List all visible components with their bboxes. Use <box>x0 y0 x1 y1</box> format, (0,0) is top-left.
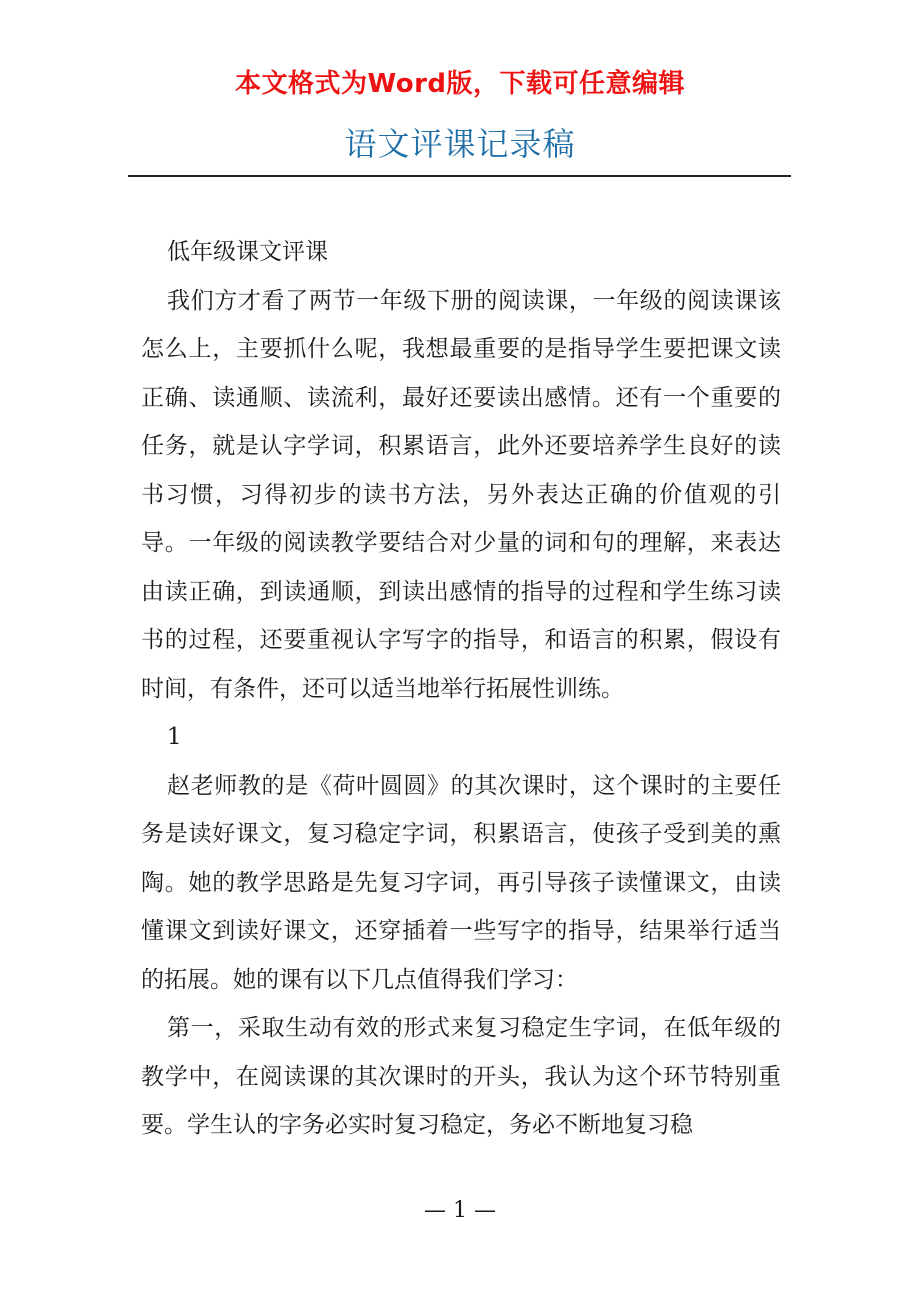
document-title: 语文评课记录稿 <box>344 125 576 163</box>
paragraph: 赵老师教的是《荷叶圆圆》的其次课时，这个课时的主要任务是读好课文，复习稳定字词，积累语言，使孩子受到美的熏陶。她的教学思路是先复习字词，再引导孩子读懂课文，由读懂课文到读好课文，还穿插着一些写字的指导，结果举行适当的拓展。她的课有以下几点值得我们学习： <box>141 772 781 993</box>
paragraph: 第一，采取生动有效的形式来复习稳定生字词，在低年级的教学中，在阅读课的其次课时的开头，我认为这个环节特别重要。学生认的字务必实时复习稳定，务必不断地复习稳 <box>141 1015 781 1138</box>
page-number: — 1 — <box>424 1198 496 1223</box>
document-body <box>141 228 781 1150</box>
title-divider <box>128 175 791 177</box>
section-heading: 低年级课文评课 <box>167 239 328 265</box>
section-number: 1 <box>167 724 182 750</box>
paragraph: 我们方才看了两节一年级下册的阅读课，一年级的阅读课该怎么上，主要抓什么呢，我想最重要的是指导学生要把课文读正确、读通顺、读流利，最好还要读出感情。还有一个重要的任务，就是认字学词，积累语言，此外还要培养学生良好的读书习惯，习得初步的读书方法，另外表达正确的价值观的引导。一年级的阅读教学要结合对少量的词和句的理解，来表达由读正确，到读通顺，到读出感情的指导的过程和学生练习读书的过程，还要重视认字写字的指导，和语言的积累，假设有时间，有条件，还可以适当地举行拓展性训练。 <box>141 287 781 702</box>
format-notice-banner: 本文格式为Word版，下载可任意编辑 <box>234 69 686 99</box>
